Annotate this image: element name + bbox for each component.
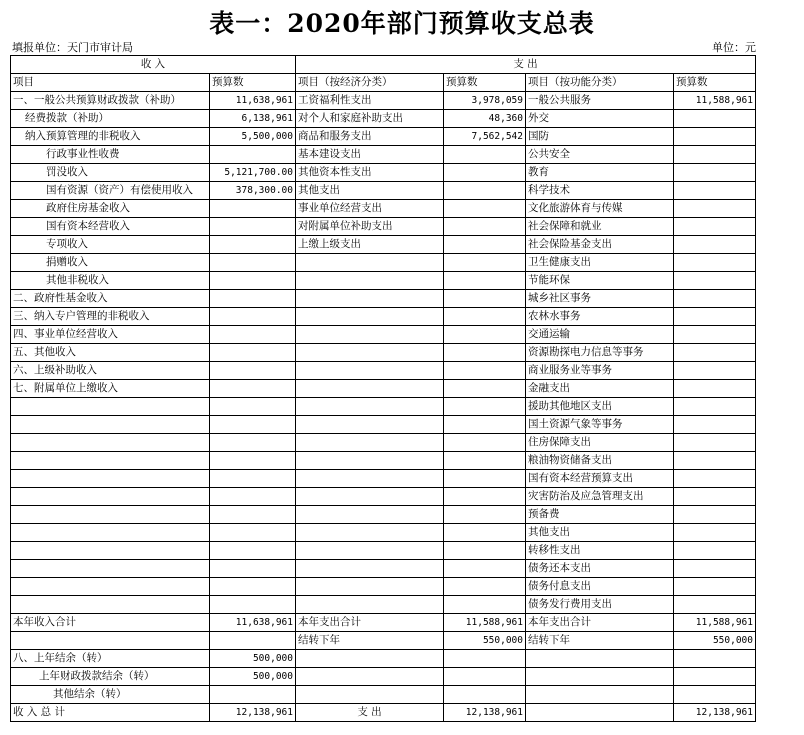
econ-item-cell (296, 686, 444, 704)
econ-item-cell (296, 578, 444, 596)
table-row (11, 434, 756, 452)
income-item-cell: 七、附属单位上缴收入 (11, 380, 210, 398)
table-row (11, 542, 756, 560)
econ-item-cell: 对附属单位补助支出 (296, 218, 444, 236)
income-budget-cell (210, 416, 296, 434)
col-header-budget2: 预算数 (444, 74, 526, 92)
table-row (11, 308, 756, 326)
income-item-cell (11, 434, 210, 452)
section-header-row (11, 56, 756, 74)
income-item-cell: 本年收入合计 (11, 614, 210, 632)
income-budget-cell (210, 452, 296, 470)
func-budget-cell (674, 398, 756, 416)
income-budget-cell (210, 344, 296, 362)
income-budget-cell: 5,121,700.00 (210, 164, 296, 182)
econ-item-cell (296, 254, 444, 272)
econ-item-cell (296, 650, 444, 668)
econ-budget-cell (444, 560, 526, 578)
econ-item-cell: 其他支出 (296, 182, 444, 200)
col-header-econ: 项目（按经济分类） (296, 74, 444, 92)
income-budget-cell (210, 542, 296, 560)
econ-budget-cell (444, 596, 526, 614)
func-item-cell: 其他支出 (526, 524, 674, 542)
func-item-cell: 农林水事务 (526, 308, 674, 326)
econ-budget-cell (444, 254, 526, 272)
econ-budget-cell (444, 182, 526, 200)
income-item-cell (11, 452, 210, 470)
table-row (11, 218, 756, 236)
func-item-cell: 债务发行费用支出 (526, 596, 674, 614)
func-item-cell: 节能环保 (526, 272, 674, 290)
econ-budget-cell (444, 578, 526, 596)
econ-item-cell: 支 出 (296, 704, 444, 722)
expense-section-header: 支 出 (296, 56, 756, 74)
func-budget-cell (674, 110, 756, 128)
table-row (11, 272, 756, 290)
income-item-cell (11, 542, 210, 560)
econ-budget-cell (444, 434, 526, 452)
income-budget-cell (210, 398, 296, 416)
income-item-cell (11, 416, 210, 434)
income-budget-cell (210, 560, 296, 578)
col-header-item: 项目 (11, 74, 210, 92)
econ-budget-cell (444, 272, 526, 290)
econ-budget-cell (444, 200, 526, 218)
income-budget-cell: 500,000 (210, 650, 296, 668)
econ-budget-cell (444, 470, 526, 488)
income-item-cell (11, 596, 210, 614)
currency-unit: 单位：元 (712, 41, 756, 54)
func-item-cell: 社会保险基金支出 (526, 236, 674, 254)
table-row (11, 560, 756, 578)
econ-budget-cell (444, 236, 526, 254)
income-budget-cell: 5,500,000 (210, 128, 296, 146)
econ-budget-cell (444, 452, 526, 470)
econ-item-cell (296, 560, 444, 578)
income-item-cell: 经费拨款（补助） (11, 110, 210, 128)
table-row (11, 470, 756, 488)
func-item-cell: 交通运输 (526, 326, 674, 344)
econ-item-cell (296, 416, 444, 434)
func-budget-cell (674, 164, 756, 182)
func-item-cell: 粮油物资储备支出 (526, 452, 674, 470)
table-row (11, 650, 756, 668)
budget-table (10, 55, 756, 722)
econ-item-cell: 商品和服务支出 (296, 128, 444, 146)
func-item-cell: 公共安全 (526, 146, 674, 164)
income-item-cell: 政府住房基金收入 (11, 200, 210, 218)
func-item-cell (526, 686, 674, 704)
econ-item-cell: 事业单位经营支出 (296, 200, 444, 218)
func-budget-cell (674, 596, 756, 614)
table-row (11, 524, 756, 542)
func-budget-cell (674, 524, 756, 542)
func-budget-cell (674, 434, 756, 452)
income-budget-cell (210, 326, 296, 344)
func-budget-cell: 11,588,961 (674, 92, 756, 110)
income-item-cell: 五、其他收入 (11, 344, 210, 362)
table-row (11, 182, 756, 200)
econ-item-cell (296, 290, 444, 308)
income-item-cell (11, 560, 210, 578)
table-row (11, 110, 756, 128)
func-budget-cell (674, 470, 756, 488)
table-row (11, 632, 756, 650)
econ-budget-cell (444, 488, 526, 506)
table-row (11, 92, 756, 110)
econ-budget-cell: 12,138,961 (444, 704, 526, 722)
income-budget-cell (210, 200, 296, 218)
func-budget-cell (674, 254, 756, 272)
table-row (11, 578, 756, 596)
col-header-func: 项目（按功能分类） (526, 74, 674, 92)
income-item-cell: 国有资本经营收入 (11, 218, 210, 236)
econ-budget-cell (444, 326, 526, 344)
econ-budget-cell (444, 308, 526, 326)
income-budget-cell: 12,138,961 (210, 704, 296, 722)
func-budget-cell (674, 578, 756, 596)
econ-budget-cell: 7,562,542 (444, 128, 526, 146)
econ-budget-cell: 11,588,961 (444, 614, 526, 632)
income-budget-cell (210, 506, 296, 524)
income-budget-cell: 378,300.00 (210, 182, 296, 200)
table-row (11, 596, 756, 614)
func-item-cell: 资源勘探电力信息等事务 (526, 344, 674, 362)
income-item-cell: 捐赠收入 (11, 254, 210, 272)
func-item-cell: 卫生健康支出 (526, 254, 674, 272)
table-row (11, 164, 756, 182)
func-item-cell: 结转下年 (526, 632, 674, 650)
income-item-cell: 四、事业单位经营收入 (11, 326, 210, 344)
income-item-cell (11, 578, 210, 596)
econ-item-cell: 上缴上级支出 (296, 236, 444, 254)
func-item-cell: 债务付息支出 (526, 578, 674, 596)
econ-item-cell (296, 362, 444, 380)
income-item-cell (11, 632, 210, 650)
econ-item-cell (296, 488, 444, 506)
income-budget-cell: 11,638,961 (210, 92, 296, 110)
func-budget-cell (674, 146, 756, 164)
func-item-cell: 本年支出合计 (526, 614, 674, 632)
func-budget-cell (674, 308, 756, 326)
income-item-cell: 三、纳入专户管理的非税收入 (11, 308, 210, 326)
econ-item-cell (296, 398, 444, 416)
func-item-cell: 一般公共服务 (526, 92, 674, 110)
econ-budget-cell (444, 668, 526, 686)
econ-item-cell (296, 470, 444, 488)
income-item-cell: 六、上级补助收入 (11, 362, 210, 380)
income-budget-cell (210, 290, 296, 308)
func-item-cell: 援助其他地区支出 (526, 398, 674, 416)
func-item-cell: 住房保障支出 (526, 434, 674, 452)
func-budget-cell (674, 290, 756, 308)
income-budget-cell: 6,138,961 (210, 110, 296, 128)
func-budget-cell (674, 326, 756, 344)
econ-item-cell (296, 596, 444, 614)
income-budget-cell (210, 236, 296, 254)
func-item-cell: 预备费 (526, 506, 674, 524)
func-budget-cell (674, 218, 756, 236)
income-item-cell (11, 506, 210, 524)
econ-item-cell (296, 668, 444, 686)
col-header-budget: 预算数 (210, 74, 296, 92)
econ-item-cell (296, 434, 444, 452)
table-row (11, 344, 756, 362)
table-row (11, 506, 756, 524)
table-row (11, 236, 756, 254)
func-item-cell: 灾害防治及应急管理支出 (526, 488, 674, 506)
func-item-cell: 债务还本支出 (526, 560, 674, 578)
income-budget-cell (210, 434, 296, 452)
func-budget-cell (674, 182, 756, 200)
income-budget-cell (210, 362, 296, 380)
income-item-cell: 国有资源（资产）有偿使用收入 (11, 182, 210, 200)
econ-budget-cell (444, 290, 526, 308)
econ-item-cell (296, 506, 444, 524)
income-item-cell: 其他非税收入 (11, 272, 210, 290)
func-item-cell (526, 650, 674, 668)
econ-item-cell: 对个人和家庭补助支出 (296, 110, 444, 128)
econ-item-cell: 工资福利性支出 (296, 92, 444, 110)
income-item-cell (11, 488, 210, 506)
income-section-header: 收 入 (11, 56, 296, 74)
econ-item-cell (296, 380, 444, 398)
page-title: 表一：2020年部门预算收支总表 (209, 9, 595, 38)
func-budget-cell (674, 668, 756, 686)
income-item-cell: 上年财政拨款结余（转） (11, 668, 210, 686)
income-budget-cell (210, 578, 296, 596)
income-budget-cell (210, 632, 296, 650)
func-budget-cell (674, 686, 756, 704)
econ-item-cell (296, 272, 444, 290)
func-item-cell: 城乡社区事务 (526, 290, 674, 308)
func-item-cell: 国土资源气象等事务 (526, 416, 674, 434)
func-item-cell: 外交 (526, 110, 674, 128)
table-row (11, 128, 756, 146)
econ-budget-cell (444, 398, 526, 416)
econ-budget-cell (444, 686, 526, 704)
func-item-cell (526, 704, 674, 722)
table-row (11, 452, 756, 470)
func-item-cell: 教育 (526, 164, 674, 182)
func-budget-cell (674, 416, 756, 434)
econ-item-cell (296, 452, 444, 470)
func-budget-cell (674, 344, 756, 362)
table-row (11, 326, 756, 344)
func-item-cell: 金融支出 (526, 380, 674, 398)
econ-budget-cell (444, 164, 526, 182)
col-header-budget3: 预算数 (674, 74, 756, 92)
income-budget-cell (210, 686, 296, 704)
income-budget-cell (210, 470, 296, 488)
func-budget-cell (674, 236, 756, 254)
func-budget-cell (674, 200, 756, 218)
income-item-cell (11, 470, 210, 488)
func-budget-cell (674, 128, 756, 146)
econ-item-cell: 结转下年 (296, 632, 444, 650)
func-item-cell: 商业服务业等事务 (526, 362, 674, 380)
income-item-cell: 其他结余（转） (11, 686, 210, 704)
func-item-cell (526, 668, 674, 686)
table-row (11, 416, 756, 434)
reporting-unit: 填报单位：天门市审计局 (12, 41, 133, 54)
income-budget-cell (210, 380, 296, 398)
func-item-cell: 社会保障和就业 (526, 218, 674, 236)
income-item-cell: 二、政府性基金收入 (11, 290, 210, 308)
income-budget-cell (210, 146, 296, 164)
table-row (11, 668, 756, 686)
table-row (11, 362, 756, 380)
econ-budget-cell (444, 650, 526, 668)
econ-item-cell (296, 326, 444, 344)
income-budget-cell (210, 272, 296, 290)
table-row (11, 290, 756, 308)
func-budget-cell (674, 452, 756, 470)
func-item-cell: 国有资本经营预算支出 (526, 470, 674, 488)
econ-budget-cell (444, 218, 526, 236)
table-row (11, 704, 756, 722)
econ-item-cell: 基本建设支出 (296, 146, 444, 164)
income-item-cell: 专项收入 (11, 236, 210, 254)
econ-item-cell: 其他资本性支出 (296, 164, 444, 182)
func-budget-cell (674, 362, 756, 380)
income-budget-cell (210, 218, 296, 236)
table-row (11, 488, 756, 506)
column-header-row (11, 74, 756, 92)
econ-budget-cell (444, 146, 526, 164)
func-budget-cell (674, 380, 756, 398)
income-budget-cell (210, 254, 296, 272)
func-budget-cell: 11,588,961 (674, 614, 756, 632)
table-row (11, 398, 756, 416)
func-budget-cell (674, 560, 756, 578)
income-item-cell: 行政事业性收费 (11, 146, 210, 164)
func-item-cell: 转移性支出 (526, 542, 674, 560)
econ-item-cell: 本年支出合计 (296, 614, 444, 632)
income-budget-cell (210, 596, 296, 614)
econ-budget-cell (444, 362, 526, 380)
income-item-cell: 纳入预算管理的非税收入 (11, 128, 210, 146)
func-budget-cell: 12,138,961 (674, 704, 756, 722)
func-item-cell: 国防 (526, 128, 674, 146)
econ-budget-cell (444, 524, 526, 542)
econ-budget-cell (444, 416, 526, 434)
table-row (11, 614, 756, 632)
econ-budget-cell (444, 542, 526, 560)
income-budget-cell (210, 308, 296, 326)
func-budget-cell (674, 488, 756, 506)
econ-budget-cell (444, 506, 526, 524)
econ-budget-cell (444, 380, 526, 398)
econ-item-cell (296, 524, 444, 542)
table-row (11, 200, 756, 218)
econ-item-cell (296, 542, 444, 560)
table-row (11, 146, 756, 164)
econ-budget-cell: 550,000 (444, 632, 526, 650)
income-budget-cell: 500,000 (210, 668, 296, 686)
func-budget-cell (674, 542, 756, 560)
econ-budget-cell: 3,978,059 (444, 92, 526, 110)
income-item-cell (11, 398, 210, 416)
func-budget-cell (674, 650, 756, 668)
func-item-cell: 科学技术 (526, 182, 674, 200)
econ-item-cell (296, 344, 444, 362)
table-row (11, 380, 756, 398)
econ-budget-cell (444, 344, 526, 362)
income-budget-cell (210, 488, 296, 506)
income-item-cell: 罚没收入 (11, 164, 210, 182)
func-budget-cell (674, 506, 756, 524)
income-budget-cell (210, 524, 296, 542)
func-budget-cell (674, 272, 756, 290)
income-item-cell: 八、上年结余（转） (11, 650, 210, 668)
income-item-cell: 一、一般公共预算财政拨款（补助） (11, 92, 210, 110)
func-item-cell: 文化旅游体育与传媒 (526, 200, 674, 218)
table-row (11, 686, 756, 704)
econ-budget-cell: 48,360 (444, 110, 526, 128)
func-budget-cell: 550,000 (674, 632, 756, 650)
income-item-cell: 收 入 总 计 (11, 704, 210, 722)
income-budget-cell: 11,638,961 (210, 614, 296, 632)
income-item-cell (11, 524, 210, 542)
econ-item-cell (296, 308, 444, 326)
table-row (11, 254, 756, 272)
